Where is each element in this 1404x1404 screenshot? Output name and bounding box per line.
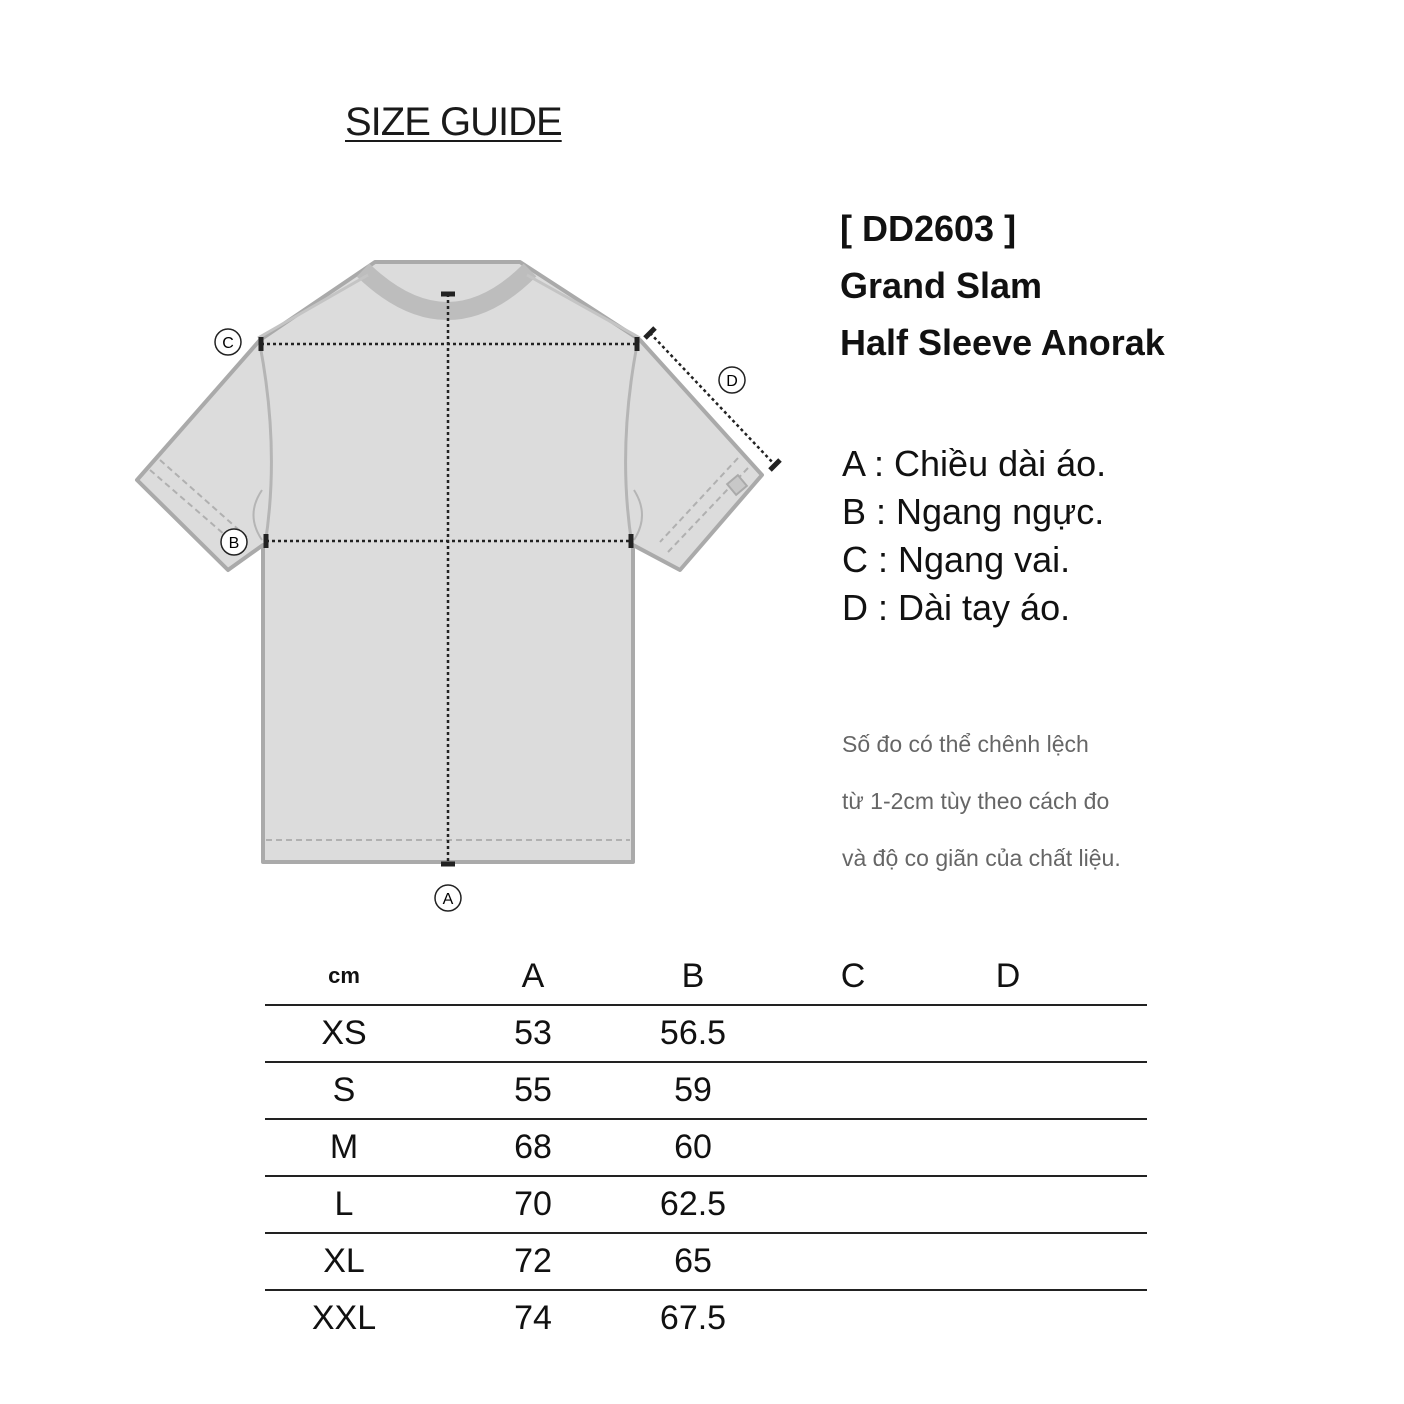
- cell-a: 68: [423, 1119, 643, 1176]
- cell-size: XXL: [265, 1290, 423, 1346]
- marker-d: [719, 367, 745, 393]
- table-row: [265, 1176, 1147, 1233]
- cell-b: 59: [643, 1062, 743, 1119]
- cell-d: [963, 1062, 1053, 1119]
- cell-size: XL: [265, 1233, 423, 1290]
- note-line-3: và độ co giãn của chất liệu.: [842, 845, 1121, 871]
- marker-b-label: B: [228, 535, 240, 552]
- cell-d: [963, 1290, 1053, 1346]
- note-line-1: Số đo có thể chênh lệch: [842, 731, 1089, 757]
- table-row: [265, 1290, 1147, 1346]
- measurement-note: [842, 716, 1121, 887]
- cell-c: [743, 1005, 963, 1062]
- cell-a: 55: [423, 1062, 643, 1119]
- marker-c-label: C: [222, 335, 234, 352]
- measurement-legend: [842, 440, 1106, 632]
- cell-b: 56.5: [643, 1005, 743, 1062]
- cell-b: 60: [643, 1119, 743, 1176]
- header-col-d: D: [995, 956, 1021, 995]
- cell-c: [743, 1290, 963, 1346]
- legend-item-c: C : Ngang vai.: [842, 539, 1071, 580]
- header-unit: cm: [328, 963, 360, 988]
- cell-b: 62.5: [643, 1176, 743, 1233]
- cell-b: 67.5: [643, 1290, 743, 1346]
- cell-c: [743, 1119, 963, 1176]
- header-col-c: C: [840, 956, 866, 995]
- legend-item-d: D : Dài tay áo.: [842, 587, 1071, 628]
- cell-a: 70: [423, 1176, 643, 1233]
- header-col-a: A: [521, 956, 545, 995]
- header-spacer: [1053, 948, 1147, 1005]
- cell-a: 72: [423, 1233, 643, 1290]
- legend-item-a: A : Chiều dài áo.: [842, 443, 1107, 484]
- note-line-2: từ 1-2cm tùy theo cách đo: [842, 788, 1110, 814]
- table-row: [265, 1233, 1147, 1290]
- table-row: [265, 1005, 1147, 1062]
- marker-a-label: A: [442, 891, 454, 908]
- page-title: SIZE GUIDE: [345, 100, 562, 144]
- table-row: [265, 1062, 1147, 1119]
- product-code: [ DD2603 ]: [840, 208, 1017, 249]
- cell-d: [963, 1119, 1053, 1176]
- marker-b: [221, 529, 247, 555]
- legend-item-b: B : Ngang ngực.: [842, 491, 1105, 532]
- cell-d: [963, 1005, 1053, 1062]
- cell-a: 74: [423, 1290, 643, 1346]
- cell-size: M: [265, 1119, 423, 1176]
- cell-c: [743, 1062, 963, 1119]
- marker-c: [215, 329, 241, 355]
- marker-a: [435, 885, 461, 911]
- size-table-header: [265, 948, 1147, 1005]
- marker-d-label: D: [726, 373, 738, 390]
- size-table: [265, 948, 1147, 1346]
- cell-d: [963, 1233, 1053, 1290]
- cell-a: 53: [423, 1005, 643, 1062]
- product-name-line2: Half Sleeve Anorak: [840, 322, 1165, 363]
- product-name-line1: Grand Slam: [840, 265, 1043, 306]
- cell-b: 65: [643, 1233, 743, 1290]
- cell-c: [743, 1176, 963, 1233]
- cell-size: XS: [265, 1005, 423, 1062]
- table-row: [265, 1119, 1147, 1176]
- cell-size: S: [265, 1062, 423, 1119]
- cell-c: [743, 1233, 963, 1290]
- product-info: [840, 200, 1165, 371]
- cell-size: L: [265, 1176, 423, 1233]
- cell-d: [963, 1176, 1053, 1233]
- header-col-b: B: [681, 956, 705, 995]
